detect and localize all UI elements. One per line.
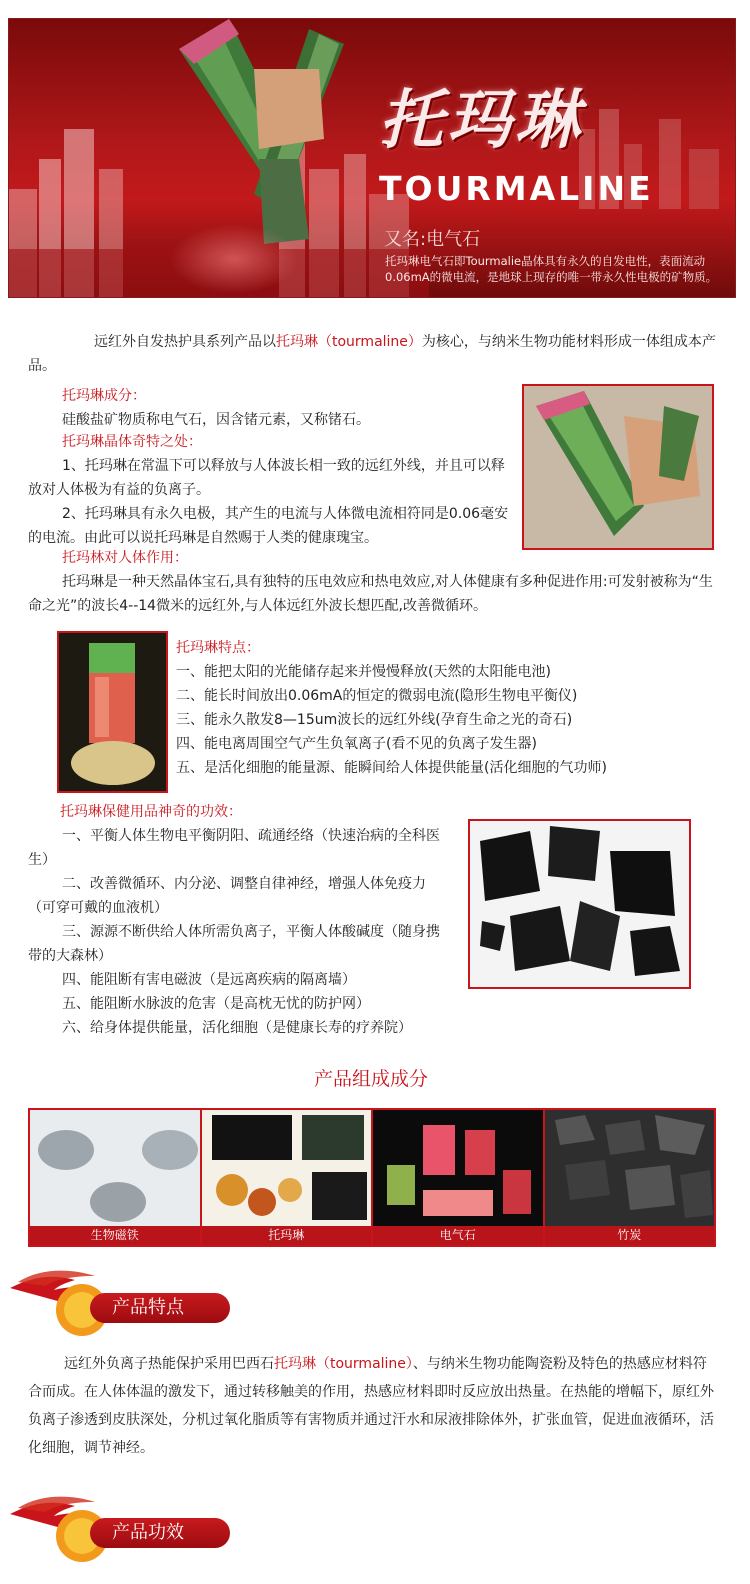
banner-alias: 又名:电气石 xyxy=(384,229,481,250)
product-features-badge: 产品特点 xyxy=(90,1293,230,1323)
component-label: 托玛琳 xyxy=(202,1226,372,1245)
composition-text: 硅酸盐矿物质称电气石，因含锗元素，又称锗石。 xyxy=(62,412,370,428)
electric-stone-image xyxy=(373,1110,544,1230)
component-label: 生物磁铁 xyxy=(30,1226,200,1245)
health-item: 六、给身体提供能量，活化细胞（是健康长寿的疗养院） xyxy=(62,1020,412,1036)
black-tourmaline-photo xyxy=(470,821,689,987)
green-tourmaline-photo xyxy=(524,386,712,548)
banner-title: 托玛琳 xyxy=(379,83,583,158)
banner-subtitle: TOURMALINE xyxy=(379,169,654,208)
health-item: 一、平衡人体生物电平衡阴阳、疏通经络（快速治病的全科医生） xyxy=(28,828,440,868)
watermelon-crystal-frame xyxy=(57,631,168,793)
product-effects-badge: 产品功效 xyxy=(90,1518,230,1548)
watermelon-tourmaline-photo xyxy=(59,633,166,791)
banner-description: 托玛琳电气石即Tourmalie晶体具有永久的自发电性，表面流动0.06mA的微电流，是地球上现存的唯一带永久性电极的矿物质。 xyxy=(385,254,718,284)
product-features-paragraph xyxy=(28,1350,718,1462)
crystal-photo-frame xyxy=(522,384,714,550)
components-strip xyxy=(28,1108,716,1247)
product-features-highlight: 托玛琳（tourmaline） xyxy=(274,1356,413,1372)
intro-pre: 远红外自发热护具系列产品以 xyxy=(94,334,276,350)
component-electric-stone xyxy=(373,1110,545,1245)
feature-item: 二、能长时间放出0.06mA的恒定的微弱电流(隐形生物电平衡仪) xyxy=(176,688,578,704)
crystal-feature-p2: 2、托玛琳具有永久电极，其产生的电流与人体微电流相符同是0.06毫安的电流。由此可以说托玛琳是自然赐于人类的健康瑰宝。 xyxy=(28,506,509,546)
intro-paragraph xyxy=(28,330,718,378)
product-features-post: 、与纳米生物功能陶瓷粉及特色的热感应材料符合而成。在人体体温的激发下，通过转移触美的作用，热感应材料即时反应放出热量。在热能的增幅下，原红外负离子渗透到皮肤深处，分机过氧化脂质等有害物质并通过汗水和尿液排除体外，扩张血管，促进血液循环，活化细胞，调节神经。 xyxy=(28,1356,714,1456)
health-item: 三、源源不断供给人体所需负离子，平衡人体酸碱度（随身携带的大森林） xyxy=(28,924,440,964)
crystal-reflection xyxy=(169,224,299,294)
product-features-pre: 远红外负离子热能保护采用巴西石 xyxy=(64,1356,274,1372)
feature-item: 四、能电离周围空气产生负氧离子(看不见的负离子发生器) xyxy=(176,736,537,752)
feature-item: 三、能永久散发8—15um波长的远红外线(孕育生命之光的奇石) xyxy=(176,712,573,728)
health-list xyxy=(28,824,452,1040)
body-effect-heading: 托玛林对人体作用： xyxy=(62,550,188,566)
body-effect-text: 托玛琳是一种天然晶体宝石,具有独特的压电效应和热电效应,对人体健康有多种促进作用:可发射被称为“生命之光”的波长4--14微米的远红外,与人体远红外波长想匹配,改善微循环。 xyxy=(28,574,713,614)
components-title: 产品组成成分 xyxy=(313,1068,428,1090)
tourmaline-mix-image xyxy=(202,1110,373,1230)
health-item: 二、改善微循环、内分泌、调整自律神经，增强人体免疫力（可穿可戴的血液机） xyxy=(28,876,426,916)
features-heading: 托玛琳特点： xyxy=(176,640,260,656)
health-item: 四、能阻断有害电磁波（是远离疾病的隔离墙） xyxy=(62,972,356,988)
health-item: 五、能阻断水脉波的危害（是高枕无忧的防护网） xyxy=(62,996,370,1012)
health-heading: 托玛琳保健用品神奇的功效： xyxy=(60,804,242,820)
intro-highlight: 托玛琳（tourmaline） xyxy=(276,334,422,350)
component-magnet xyxy=(30,1110,202,1245)
magnet-image xyxy=(30,1110,201,1230)
composition-heading: 托玛琳成分： xyxy=(62,388,146,404)
crystal-feature-p1: 1、托玛琳在常温下可以释放与人体波长相一致的远红外线，并且可以释放对人体极为有益的负离子。 xyxy=(28,458,505,498)
component-tourmaline xyxy=(202,1110,374,1245)
component-label: 电气石 xyxy=(373,1226,543,1245)
intro-post: 为核心，与纳米生物功能材料形成一体组成本产品。 xyxy=(28,334,716,374)
feature-item: 一、能把太阳的光能储存起来并慢慢释放(天然的太阳能电池) xyxy=(176,664,551,680)
component-label: 竹炭 xyxy=(545,1226,715,1245)
feature-item: 五、是活化细胞的能量源、能瞬间给人体提供能量(活化细胞的气功师) xyxy=(176,760,607,776)
hero-banner xyxy=(8,18,736,298)
crystal-feature-heading: 托玛琳晶体奇特之处： xyxy=(62,434,202,450)
features-list xyxy=(176,660,716,780)
component-bamboo-charcoal xyxy=(545,1110,715,1245)
black-tourmaline-frame xyxy=(468,819,691,989)
bamboo-charcoal-image xyxy=(545,1110,715,1230)
